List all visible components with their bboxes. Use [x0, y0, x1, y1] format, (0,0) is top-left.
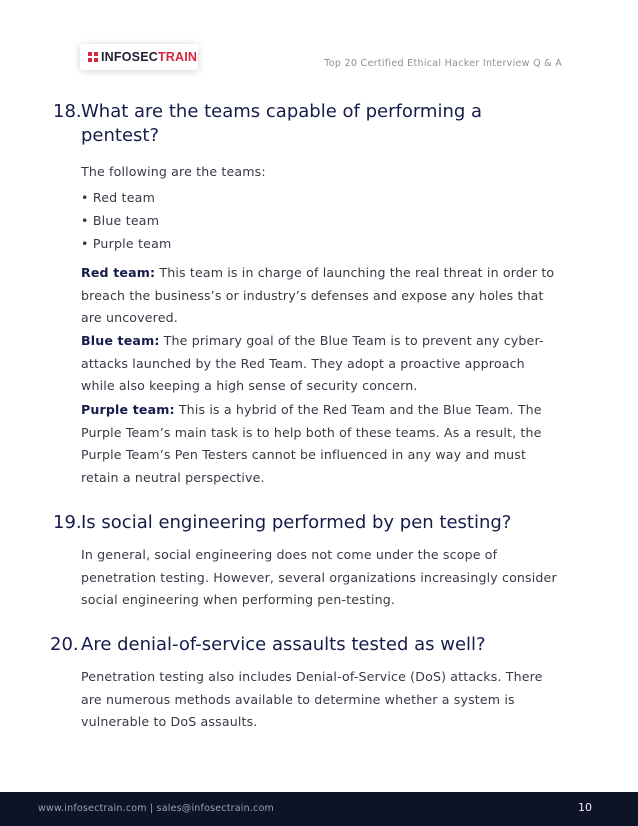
red-team-label: Red team:: [81, 265, 156, 280]
question-title-line: What are the teams capable of performing a: [81, 101, 483, 122]
page-number: 10: [578, 801, 592, 814]
infosectrain-logo[interactable]: [80, 44, 198, 70]
document-title: Top 20 Certified Ethical Hacker Interview Q & A: [324, 58, 562, 69]
page-footer: [0, 792, 638, 826]
bullet-blue-team: • Blue team: [81, 213, 160, 228]
footer-contact: www.infosectrain.com | sales@infosectrain.com: [38, 803, 274, 814]
logo-mark-icon: [88, 52, 98, 62]
question-title-line: Are denial-of-service assaults tested as well?: [81, 634, 486, 655]
bullet-purple-team: • Purple team: [81, 236, 172, 251]
question-20-answer: Penetration testing also includes Denial-of-Service (DoS) attacks. There are numerous methods available to determine whether a system is vulnerable to DoS assaults.: [81, 669, 543, 729]
question-19-answer: In general, social engineering does not come under the scope of penetration testing. However, several organizations increasingly consider social engineering when performing pen-testing.: [81, 547, 557, 607]
purple-team-paragraph: Purple team: This is a hybrid of the Red Team and the Blue Team. The Purple Team’s main task is to help both of these teams. As a result, the Purple Team’s Pen Testers cannot be influenced in any way and must retain a neutral perspective.: [81, 402, 542, 485]
purple-team-label: Purple team:: [81, 402, 175, 417]
question-number: 18.: [53, 101, 82, 122]
logo-text: INFOSECTRAIN: [101, 50, 198, 64]
page-header: [0, 0, 638, 80]
blue-team-label: Blue team:: [81, 333, 160, 348]
blue-team-paragraph: Blue team: The primary goal of the Blue Team is to prevent any cyber-attacks launched by the Red Team. They adopt a proactive approach while also keeping a high sense of security concern.: [81, 333, 544, 393]
question-title-line: Is social engineering performed by pen testing?: [81, 512, 512, 533]
teams-intro: The following are the teams:: [81, 164, 266, 179]
question-number: 19.: [53, 512, 82, 533]
red-team-paragraph: Red team: This team is in charge of launching the real threat in order to breach the business’s or industry’s defenses and expose any holes that are uncovered.: [81, 265, 555, 325]
question-title-line: pentest?: [81, 125, 160, 146]
bullet-red-team: • Red team: [81, 190, 156, 205]
question-number: 20.: [50, 634, 79, 655]
